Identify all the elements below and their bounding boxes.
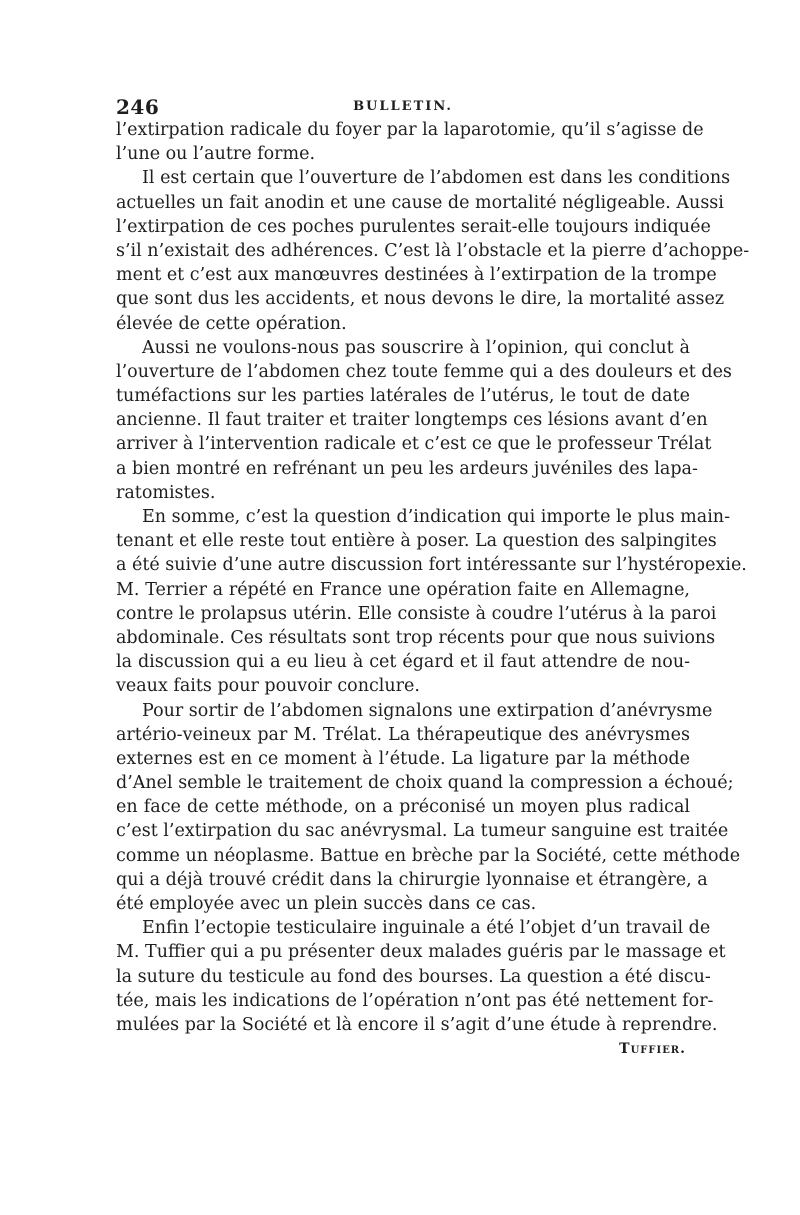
text-line: que sont dus les accidents, et nous devons le dire, la mortalité assez [116, 289, 725, 310]
text-line: l’ouverture de l’abdomen chez toute femme qui a des douleurs et des [116, 361, 732, 382]
text-line: été employée avec un plein succès dans ce cas. [116, 894, 537, 914]
text-line: tée, mais les indications de l’opération n’ont pas été nettement for- [116, 990, 714, 1011]
author-signature: Tuffier. [619, 1041, 686, 1058]
text-line: Il est certain que l’ouverture de l’abdomen est dans les conditions [142, 168, 731, 189]
text-line: Pour sortir de l’abdomen signalons une extirpation d’anévrysme [142, 700, 713, 721]
text-line: ratomistes. [116, 482, 216, 503]
text-line: ment et c’est aux manœuvres destinées à l’extirpation de la trompe [116, 265, 717, 286]
text-line: abdominale. Ces résultats sont trop récents pour que nous suivions [116, 627, 716, 648]
text-line: la suture du testicule au fond des bourses. La question a été discu- [116, 966, 711, 987]
text-line: c’est l’extirpation du sac anévrysmal. La tumeur sanguine est traitée [116, 821, 729, 842]
text-line: M. Tuffier qui a pu présenter deux malades guéris par le massage et [116, 942, 726, 963]
text-line: externes est en ce moment à l’étude. La ligature par la méthode [116, 748, 690, 769]
text-line: comme un néoplasme. Battue en brèche par la Société, cette méthode [116, 845, 741, 866]
body-text [116, 118, 750, 1061]
text-line: contre le prolapsus utérin. Elle consiste à coudre l’utérus à la paroi [116, 603, 717, 624]
text-line: en face de cette méthode, on a préconisé un moyen plus radical [116, 797, 690, 818]
text-line: artério-veineux par M. Trélat. La thérapeutique des anévrysmes [116, 724, 690, 745]
text-line: Enfin l’ectopie testiculaire inguinale a été l’objet d’un travail de [142, 918, 711, 939]
text-line: qui a déjà trouvé crédit dans la chirurgie lyonnaise et étrangère, a [116, 869, 708, 890]
running-head: BULLETIN. [353, 99, 453, 114]
text-line: d’Anel semble le traitement de choix quand la compression a échoué; [116, 773, 734, 794]
text-line: élevée de cette opération. [116, 313, 347, 334]
text-line: En somme, c’est la question d’indication qui importe le plus main- [142, 507, 730, 527]
text-line: arriver à l’intervention radicale et c’est ce que le professeur Trélat [116, 434, 712, 455]
text-line: actuelles un fait anodin et une cause de mortalité négligeable. Aussi [116, 192, 724, 213]
text-line: ancienne. Il faut traiter et traiter longtemps ces lésions avant d’en [116, 410, 708, 431]
text-line: veaux faits pour pouvoir conclure. [116, 676, 420, 697]
text-line: tenant et elle reste tout entière à poser. La question des salpingites [116, 531, 717, 552]
text-line: la discussion qui a eu lieu à cet égard et il faut attendre de nou- [116, 652, 690, 673]
text-line: a été suivie d’une autre discussion fort intéressante sur l’hystéropexie. [116, 555, 747, 576]
text-line: tuméfactions sur les parties latérales de l’utérus, le tout de date [116, 386, 690, 407]
page-number: 246 [116, 95, 160, 119]
text-line: l’une ou l’autre forme. [116, 144, 316, 165]
text-line: s’il n’existait des adhérences. C’est là l’obstacle et la pierre d’achoppe- [116, 240, 750, 261]
text-line: a bien montré en refrénant un peu les ardeurs juvéniles des lapa- [116, 458, 698, 479]
text-line: mulées par la Société et là encore il s’agit d’une étude à reprendre. [116, 1014, 718, 1035]
text-line: l’extirpation de ces poches purulentes serait-elle toujours indiquée [116, 216, 711, 237]
text-line: M. Terrier a répété en France une opération faite en Allemagne, [116, 579, 690, 600]
text-line: Aussi ne voulons-nous pas souscrire à l’opinion, qui conclut à [142, 337, 690, 358]
text-line: l’extirpation radicale du foyer par la laparotomie, qu’il s’agisse de [116, 120, 704, 140]
